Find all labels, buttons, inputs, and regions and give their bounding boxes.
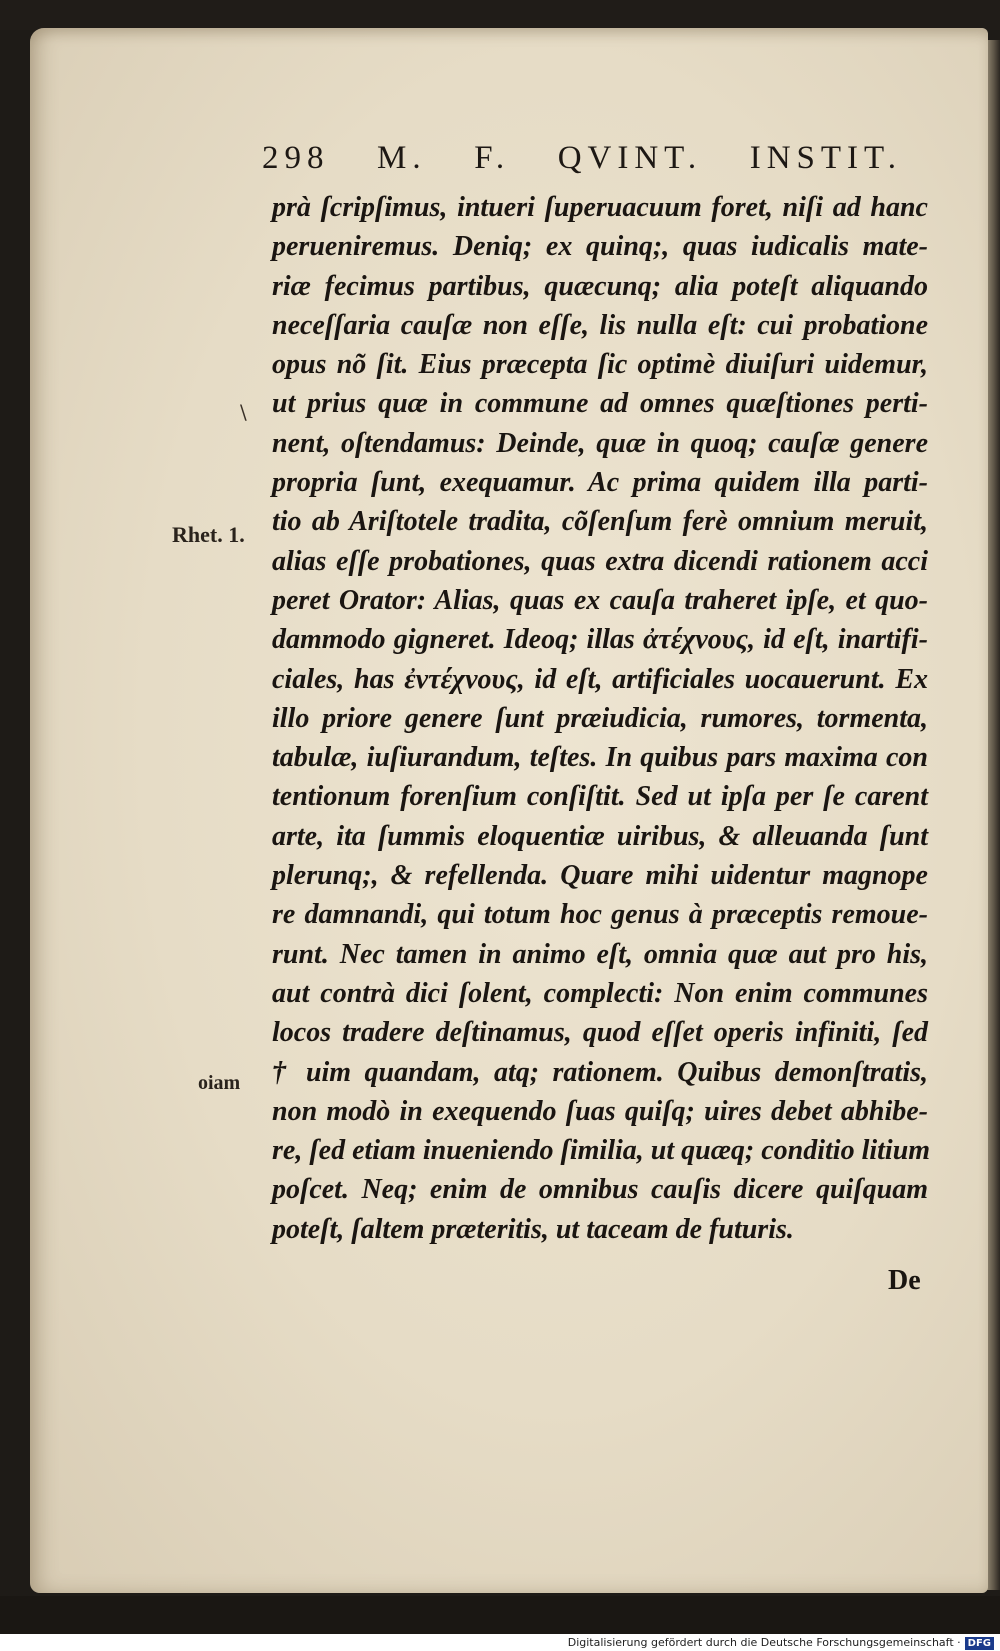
text-line: locos tradere deſtinamus, quod eſſet operis infiniti, ſed — [272, 1017, 928, 1049]
text-line: re damnandi, qui totum hoc genus à præceptis remoue- — [272, 899, 928, 931]
text-line: peret Orator: Alias, quas ex cauſa traheret ipſe, et quo- — [272, 584, 928, 616]
page-number: 298 — [262, 139, 330, 176]
text-line: tentionum forenſium conſiſtit. Sed ut ipſa per ſe carent — [272, 781, 928, 813]
running-head-work: INSTIT. — [749, 139, 902, 176]
dfg-logo-icon: DFG — [965, 1637, 994, 1650]
margin-note-rhet: Rhet. 1. — [172, 522, 245, 547]
text-line: riæ fecimus partibus, quæcunq; alia poteſt aliquando — [272, 270, 928, 302]
text-line: opus nõ ſit. Eius præcepta ſic optimè diuiſuri uidemur, — [272, 349, 928, 381]
text-line: ut prius quæ in commune ad omnes quæſtiones perti- — [272, 388, 928, 420]
text-line: illo priore genere ſunt præiudicia, rumores, tormenta, — [272, 702, 928, 734]
digitization-footer — [0, 1634, 1000, 1651]
text-line: tabulæ, iuſiurandum, teſtes. In quibus pars maxima con — [272, 742, 928, 774]
text-line: aut contrà dici ſolent, complecti: Non enim communes — [272, 977, 928, 1009]
text-line: propria ſunt, exequamur. Ac prima quidem illa parti- — [272, 467, 928, 499]
text-line: † uim quandam, atq; rationem. Quibus demonſtratis, — [272, 1056, 928, 1088]
scan-bezel-bottom — [0, 1596, 1000, 1634]
text-line: alias eſſe probationes, quas extra dicendi rationem acci — [272, 545, 928, 577]
body-text — [272, 188, 931, 1249]
text-line: prà ſcripſimus, intueri ſuperuacuum foret, niſi ad hanc — [272, 192, 928, 223]
running-head-author: M. — [377, 139, 427, 176]
margin-note-oiam: oiam — [198, 1072, 241, 1094]
stray-ink-mark: \ — [240, 400, 247, 424]
text-line: tio ab Ariſtotele tradita, cõſenſum ferè omnium meruit, — [272, 506, 928, 538]
text-line: runt. Nec tamen in animo eſt, omnia quæ aut pro his, — [272, 938, 928, 970]
text-line: arte, ita ſummis eloquentiæ uiribus, & alleuanda ſunt — [272, 820, 928, 852]
text-line: re, ſed etiam inueniendo ſimilia, ut quæq; conditio litium — [272, 1135, 931, 1167]
text-line: poſcet. Neq; enim de omnibus cauſis dicere quiſquam — [272, 1174, 928, 1206]
running-head-initial: F. — [474, 139, 511, 176]
text-line: perueniremus. Deniq; ex quinq;, quas iudicalis mate- — [272, 231, 928, 263]
text-line: ciales, has ἐντέχνους, id eſt, artificiales uocauerunt. Ex — [272, 663, 928, 695]
text-line: neceſſaria cauſæ non eſſe, lis nulla eſt: cui probatione — [272, 309, 928, 341]
text-line: non modò in exequendo ſuas quiſq; uires debet abhibe- — [272, 1095, 928, 1127]
running-head — [262, 136, 902, 180]
text-line: plerunq;, & refellenda. Quare mihi uidentur magnope — [272, 860, 928, 892]
running-head-name: QVINT. — [557, 139, 703, 176]
text-line: dammodo gigneret. Ideoq; illas ἀτέχνους, id eſt, inartifi- — [272, 624, 928, 656]
scan-bezel-top — [0, 0, 1000, 30]
footer-credit: Digitalisierung gefördert durch die Deutsche Forschungsgemeinschaft · — [567, 1636, 961, 1649]
text-line-last: poteſt, ſaltem præteritis, ut taceam de futuris. — [272, 1213, 794, 1245]
text-line: nent, oſtendamus: Deinde, quæ in quoq; cauſæ genere — [272, 427, 928, 459]
catchword: De — [888, 1265, 921, 1296]
